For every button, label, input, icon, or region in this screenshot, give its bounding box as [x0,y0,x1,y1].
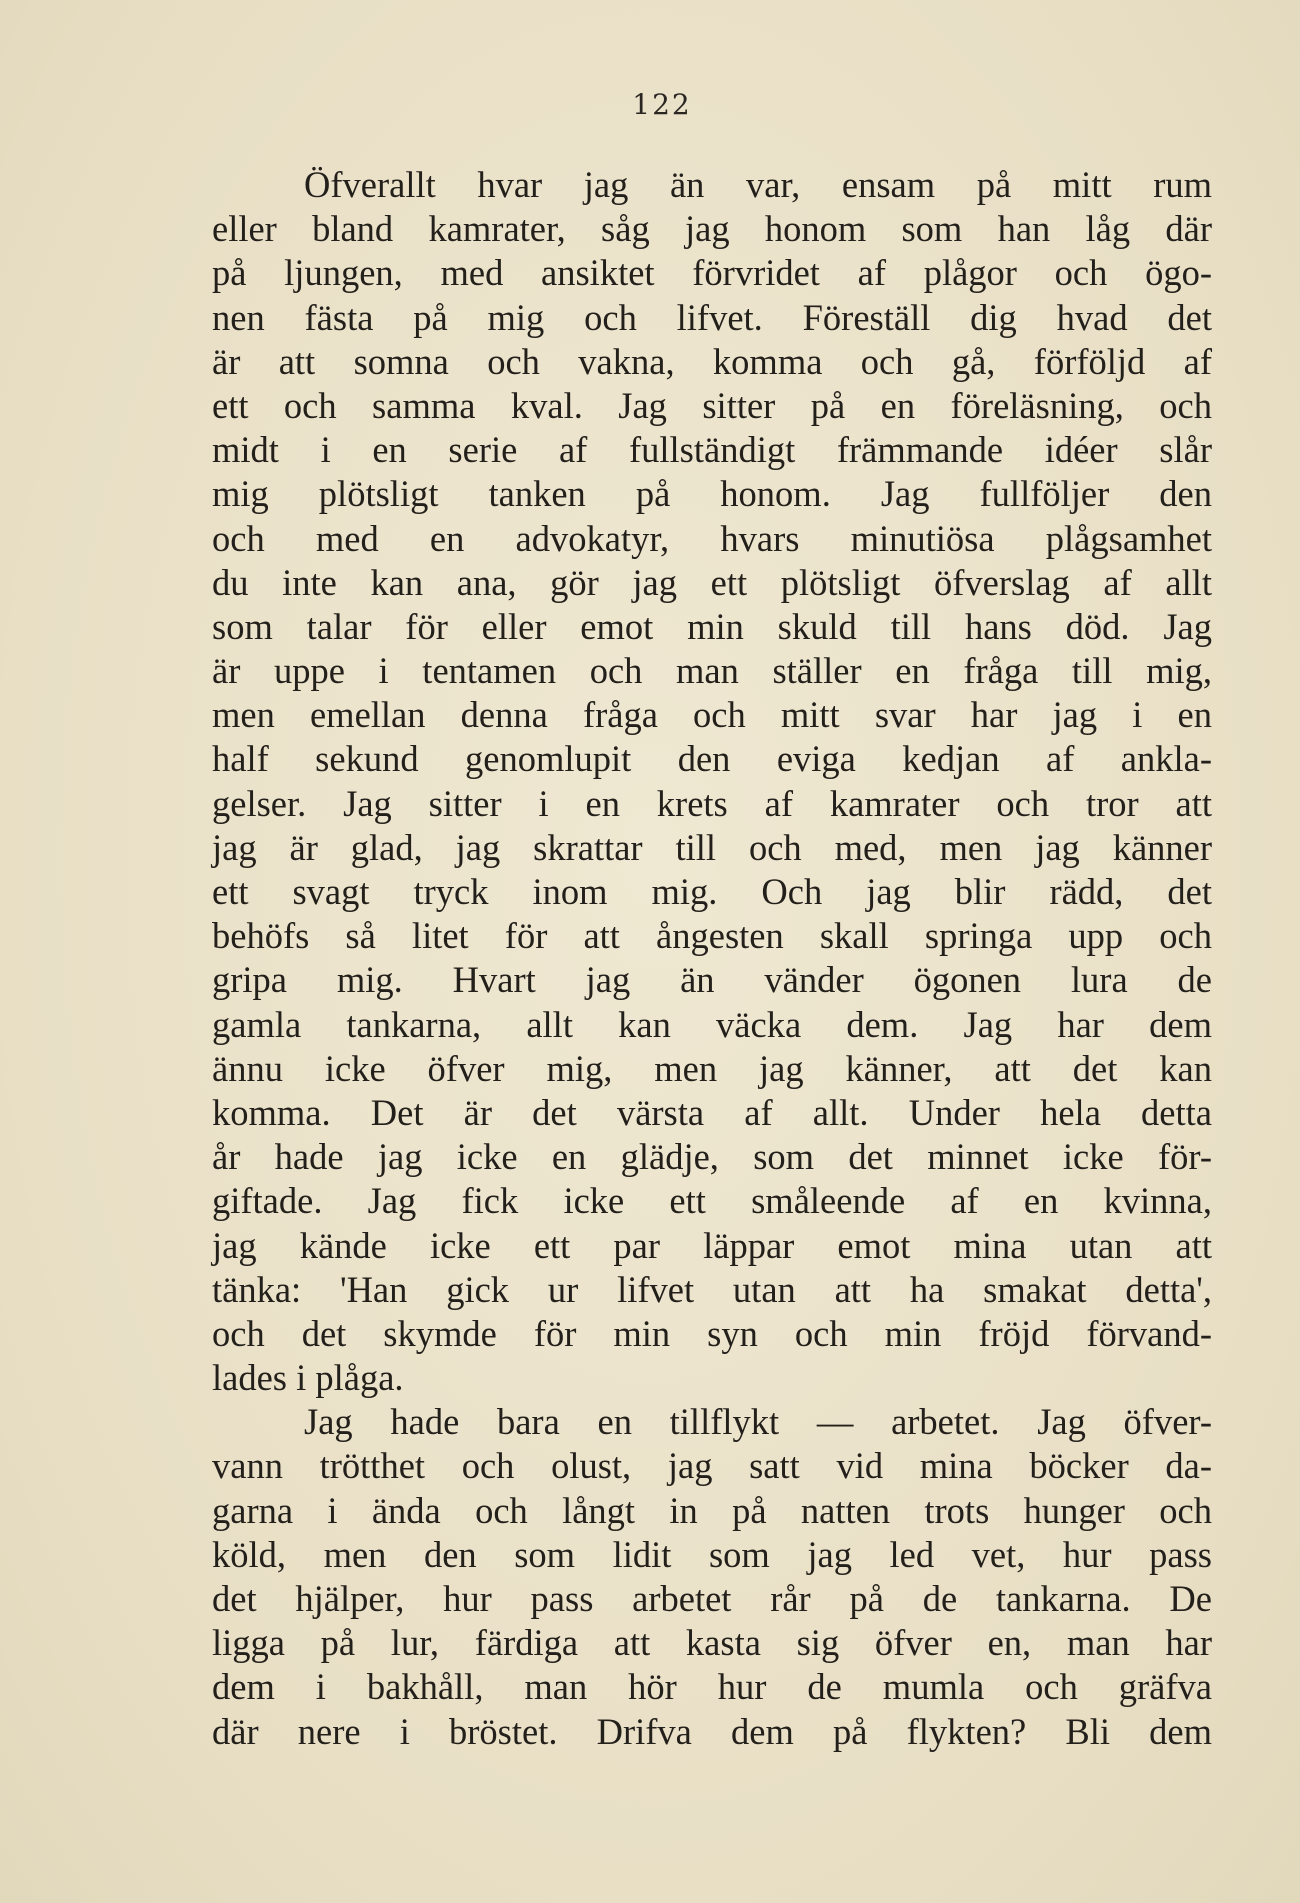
text-line: är uppe i tentamen och man ställer en fråga till mig, [212,650,1212,692]
text-line: ännu icke öfver mig, men jag känner, att det kan [212,1047,1212,1089]
text-line: ett och samma kval. Jag sitter på en föreläsning, och [212,384,1212,426]
text-line: vann trötthet och olust, jag satt vid mina böcker da- [212,1445,1212,1487]
text-line: år hade jag icke en glädje, som det minnet icke för- [212,1136,1212,1178]
text-line: är att somna och vakna, komma och gå, förföljd af [212,340,1212,382]
text-line: midt i en serie af fullständigt främmande idéer slår [212,429,1212,471]
text-line: Öfverallt hvar jag än var, ensam på mitt rum [304,164,1212,205]
text-line: eller bland kamrater, såg jag honom som han låg där [212,208,1212,250]
text-line: köld, men den som lidit som jag led vet, hur pass [212,1533,1212,1575]
text-line: du inte kan ana, gör jag ett plötsligt öfverslag af allt [212,561,1212,603]
text-line: lades i plåga. [212,1357,404,1399]
text-line: på ljungen, med ansiktet förvridet af plågor och ögo- [212,252,1212,294]
text-line: och med en advokatyr, hvars minutiösa plågsamhet [212,517,1212,559]
text-line: dem i bakhåll, man hör hur de mumla och gräfva [212,1666,1212,1708]
text-line: komma. Det är det värsta af allt. Under hela detta [212,1091,1212,1133]
text-line: jag är glad, jag skrattar till och med, men jag känner [212,826,1212,868]
text-line: där nere i bröstet. Drifva dem på flykten? Bli dem [212,1710,1212,1752]
text-line: gamla tankarna, allt kan väcka dem. Jag har dem [212,1003,1212,1045]
text-line: mig plötsligt tanken på honom. Jag fullföljer den [212,473,1212,515]
text-line: nen fästa på mig och lifvet. Föreställ dig hvad det [212,296,1212,338]
text-line: half sekund genomlupit den eviga kedjan af ankla- [212,738,1212,780]
text-line: det hjälper, hur pass arbetet rår på de tankarna. De [212,1578,1212,1619]
text-line: tänka: 'Han gick ur lifvet utan att ha smakat detta', [212,1268,1212,1310]
body-text [212,163,1212,1754]
text-line: gripa mig. Hvart jag än vänder ögonen lura de [212,959,1212,1001]
text-line: ett svagt tryck inom mig. Och jag blir rädd, det [212,871,1212,912]
text-line: gelser. Jag sitter i en krets af kamrater och tror att [212,782,1212,824]
text-line: giftade. Jag fick icke ett småleende af en kvinna, [212,1180,1212,1222]
text-line: garna i ända och långt in på natten trots hunger och [212,1489,1212,1531]
text-line: ligga på lur, färdiga att kasta sig öfver en, man har [212,1622,1212,1664]
text-line: Jag hade bara en tillflykt — arbetet. Jag öfver- [304,1401,1212,1443]
text-line: behöfs så litet för att ångesten skall springa upp och [212,915,1212,957]
page-number: 122 [632,88,692,121]
text-line: men emellan denna fråga och mitt svar har jag i en [212,694,1212,736]
text-line: som talar för eller emot min skuld till hans död. Jag [212,605,1212,647]
text-line: jag kände icke ett par läppar emot mina utan att [212,1224,1212,1266]
text-line: och det skymde för min syn och min fröjd förvand- [212,1312,1212,1354]
